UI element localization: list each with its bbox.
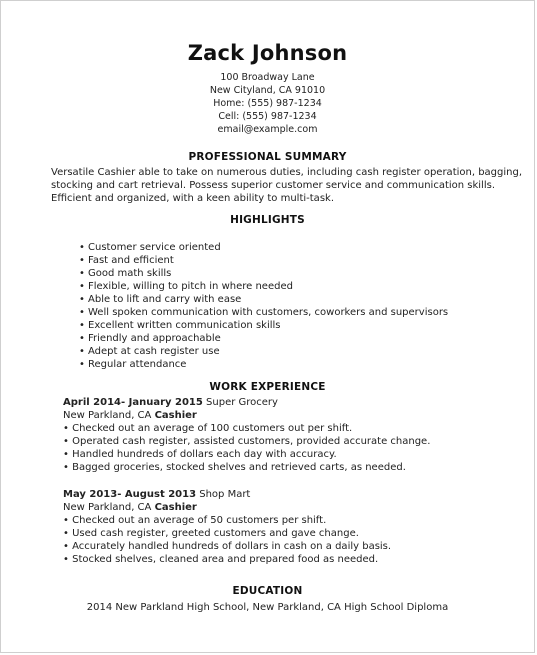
bullet: • bbox=[63, 462, 69, 473]
job-dates: May 2013- August 2013 bbox=[63, 489, 197, 500]
highlight-text: Good math skills bbox=[88, 268, 172, 279]
job-dates: April 2014- January 2015 bbox=[63, 397, 203, 408]
summary-heading: PROFESSIONAL SUMMARY bbox=[188, 151, 347, 163]
job-header bbox=[63, 488, 391, 501]
bullet: • bbox=[63, 541, 69, 552]
job-title: Cashier bbox=[154, 502, 197, 513]
bullet: • bbox=[79, 346, 85, 357]
list-item bbox=[79, 345, 448, 358]
list-item bbox=[63, 435, 430, 448]
duty-text: Handled hundreds of dollars each day with accuracy. bbox=[72, 449, 337, 460]
highlight-text: Flexible, willing to pitch in where needed bbox=[88, 281, 293, 292]
list-item bbox=[63, 553, 391, 566]
highlight-text: Excellent written communication skills bbox=[88, 320, 281, 331]
highlight-text: Customer service oriented bbox=[88, 242, 221, 253]
duty-text: Bagged groceries, stocked shelves and retrieved carts, as needed. bbox=[72, 462, 406, 473]
education-entry: 2014 New Parkland High School, New Parkland, CA High School Diploma bbox=[86, 602, 449, 613]
highlight-text: Able to lift and carry with ease bbox=[88, 294, 242, 305]
job-entry-1 bbox=[63, 396, 430, 474]
list-item bbox=[79, 358, 448, 371]
bullet: • bbox=[63, 515, 69, 526]
bullet: • bbox=[79, 255, 85, 266]
duty-text: Checked out an average of 100 customers out per shift. bbox=[72, 423, 353, 434]
bullet: • bbox=[79, 320, 85, 331]
list-item bbox=[63, 422, 430, 435]
highlight-text: Friendly and approachable bbox=[88, 333, 221, 344]
bullet: • bbox=[63, 449, 69, 460]
list-item bbox=[79, 267, 448, 280]
list-item bbox=[79, 319, 448, 332]
highlights-heading: HIGHLIGHTS bbox=[230, 214, 305, 226]
bullet: • bbox=[79, 294, 85, 305]
list-item bbox=[79, 241, 448, 254]
job-title: Cashier bbox=[154, 410, 197, 421]
list-item bbox=[63, 461, 430, 474]
list-item bbox=[79, 293, 448, 306]
job-company: Super Grocery bbox=[206, 397, 278, 408]
duty-text: Checked out an average of 50 customers per shift. bbox=[72, 515, 327, 526]
list-item bbox=[79, 306, 448, 319]
summary-text: Versatile Cashier able to take on numerous duties, including cash register operation, bagging, stocking and cart retrieval. Possess superior customer service and communication skills. Efficient and organized, with a keen ability to multi-task. bbox=[51, 167, 523, 204]
contact-block bbox=[1, 71, 534, 136]
list-item bbox=[79, 254, 448, 267]
highlight-text: Regular attendance bbox=[88, 359, 187, 370]
highlight-text: Adept at cash register use bbox=[88, 346, 220, 357]
candidate-name: Zack Johnson bbox=[187, 41, 348, 65]
list-item bbox=[63, 540, 391, 553]
highlight-text: Fast and efficient bbox=[88, 255, 174, 266]
list-item bbox=[63, 527, 391, 540]
education-heading: EDUCATION bbox=[232, 585, 303, 597]
job-duties bbox=[63, 422, 430, 474]
bullet: • bbox=[63, 423, 69, 434]
list-item bbox=[79, 332, 448, 345]
bullet: • bbox=[79, 242, 85, 253]
bullet: • bbox=[79, 268, 85, 279]
job-location-title bbox=[63, 501, 391, 514]
list-item bbox=[63, 514, 391, 527]
highlight-text: Well spoken communication with customers, coworkers and supervisors bbox=[88, 307, 449, 318]
bullet: • bbox=[79, 333, 85, 344]
job-duties bbox=[63, 514, 391, 566]
bullet: • bbox=[63, 528, 69, 539]
list-item bbox=[63, 448, 430, 461]
job-location-title bbox=[63, 409, 430, 422]
duty-text: Used cash register, greeted customers and gave change. bbox=[72, 528, 359, 539]
job-location: New Parkland, CA bbox=[63, 410, 152, 421]
cell-phone: Cell: (555) 987-1234 bbox=[218, 111, 317, 122]
bullet: • bbox=[79, 307, 85, 318]
duty-text: Accurately handled hundreds of dollars in cash on a daily basis. bbox=[72, 541, 392, 552]
job-header bbox=[63, 396, 430, 409]
address-line-2: New Cityland, CA 91010 bbox=[209, 85, 326, 96]
bullet: • bbox=[63, 436, 69, 447]
job-entry-2 bbox=[63, 488, 391, 566]
highlights-list bbox=[79, 241, 448, 371]
job-location: New Parkland, CA bbox=[63, 502, 152, 513]
experience-heading: WORK EXPERIENCE bbox=[209, 381, 326, 393]
address-line-1: 100 Broadway Lane bbox=[220, 72, 315, 83]
duty-text: Stocked shelves, cleaned area and prepared food as needed. bbox=[72, 554, 379, 565]
job-company: Shop Mart bbox=[199, 489, 251, 500]
email: email@example.com bbox=[217, 124, 318, 135]
duty-text: Operated cash register, assisted customers, provided accurate change. bbox=[72, 436, 431, 447]
home-phone: Home: (555) 987-1234 bbox=[213, 98, 322, 109]
bullet: • bbox=[79, 281, 85, 292]
bullet: • bbox=[79, 359, 85, 370]
bullet: • bbox=[63, 554, 69, 565]
list-item bbox=[79, 280, 448, 293]
